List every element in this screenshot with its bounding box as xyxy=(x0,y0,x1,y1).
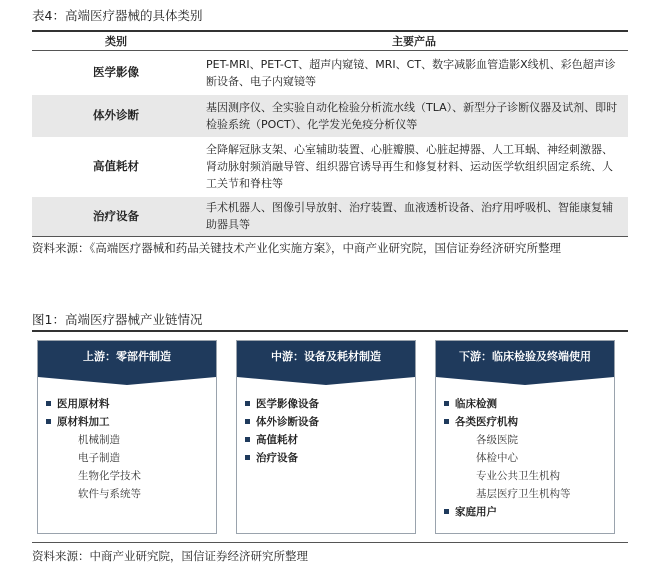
chain-downstream xyxy=(435,340,615,534)
chain-list xyxy=(245,395,319,467)
square-bullet-icon xyxy=(46,401,51,406)
list-item: 体外诊断设备 xyxy=(245,413,319,431)
table-row xyxy=(32,51,628,95)
chain-header-arrow xyxy=(237,377,415,385)
square-bullet-icon xyxy=(245,419,250,424)
list-item: 基层医疗卫生机构等 xyxy=(476,488,571,500)
figure-source-note: 资料来源：中商产业研究院，国信证券经济研究所整理 xyxy=(32,549,308,563)
square-bullet-icon xyxy=(46,419,51,424)
table-row xyxy=(32,137,628,197)
table-row xyxy=(32,95,628,137)
list-item: 医学影像设备 xyxy=(245,395,319,413)
category-table xyxy=(32,32,628,237)
list-item: 家庭用户 xyxy=(444,503,571,521)
list-item: 机械制造 xyxy=(78,434,120,446)
list-item: 软件与系统等 xyxy=(78,488,141,500)
square-bullet-icon xyxy=(245,437,250,442)
list-item: 高值耗材 xyxy=(245,431,319,449)
table-row xyxy=(32,197,628,237)
list-item: 各类医疗机构 xyxy=(444,413,571,431)
square-bullet-icon xyxy=(245,455,250,460)
chain-header-arrow xyxy=(436,377,614,385)
square-bullet-icon xyxy=(444,401,449,406)
chain-header-arrow xyxy=(38,377,216,385)
chain-list xyxy=(46,395,141,503)
square-bullet-icon xyxy=(444,509,449,514)
list-item: 体检中心 xyxy=(476,452,518,464)
header-category: 类别 xyxy=(32,32,200,51)
row-category: 医学影像 xyxy=(93,65,139,80)
chain-header: 下游：临床检验及终端使用 xyxy=(436,341,614,377)
list-item: 专业公共卫生机构 xyxy=(476,470,560,482)
row-products: 基因测序仪、全实验自动化检验分析流水线（TLA）、新型分子诊断仪器及试剂、即时检验系统（POCT）、化学发光免疫分析仪等 xyxy=(200,95,628,137)
list-item: 各级医院 xyxy=(476,434,518,446)
figure-bottom-rule xyxy=(32,542,628,543)
list-item: 治疗设备 xyxy=(245,449,319,467)
chain-header: 中游：设备及耗材制造 xyxy=(237,341,415,377)
chain-midstream xyxy=(236,340,416,534)
chain-header: 上游：零部件制造 xyxy=(38,341,216,377)
header-products: 主要产品 xyxy=(200,32,628,51)
table-header-row xyxy=(32,32,628,51)
table-caption: 表4：高端医疗器械的具体类别 xyxy=(32,8,203,23)
row-products: 手术机器人、图像引导放射、治疗装置、血液透析设备、治疗用呼吸机、智能康复辅助器具等 xyxy=(200,197,628,237)
table-source-note: 资料来源：《高端医疗器械和药品关键技术产业化实施方案》，中商产业研究院，国信证券经济研究所整理 xyxy=(32,241,561,255)
square-bullet-icon xyxy=(245,401,250,406)
row-category: 治疗设备 xyxy=(32,197,200,237)
list-item: 生物化学技术 xyxy=(78,470,141,482)
list-item: 原材料加工 xyxy=(46,413,141,431)
figure-caption: 图1：高端医疗器械产业链情况 xyxy=(32,312,203,327)
list-item: 临床检测 xyxy=(444,395,571,413)
row-products: 全降解冠脉支架、心室辅助装置、心脏瓣膜、心脏起搏器、人工耳蜗、神经刺激器、肾动脉射频消融导管、组织器官诱导再生和修复材料、运动医学软组织固定系统、人工关节和脊柱等 xyxy=(206,143,613,190)
list-item: 电子制造 xyxy=(78,452,120,464)
chain-list xyxy=(444,395,571,521)
list-item: 医用原材料 xyxy=(46,395,141,413)
square-bullet-icon xyxy=(444,419,449,424)
figure-top-rule xyxy=(32,330,628,332)
row-category: 高值耗材 xyxy=(93,159,139,173)
row-products: PET-MRI、PET-CT、超声内窥镜、MRI、CT、数字减影血管造影X线机、彩色超声诊断设备、电子内窥镜等 xyxy=(206,57,616,88)
chain-upstream xyxy=(37,340,217,534)
row-category: 体外诊断 xyxy=(32,95,200,137)
